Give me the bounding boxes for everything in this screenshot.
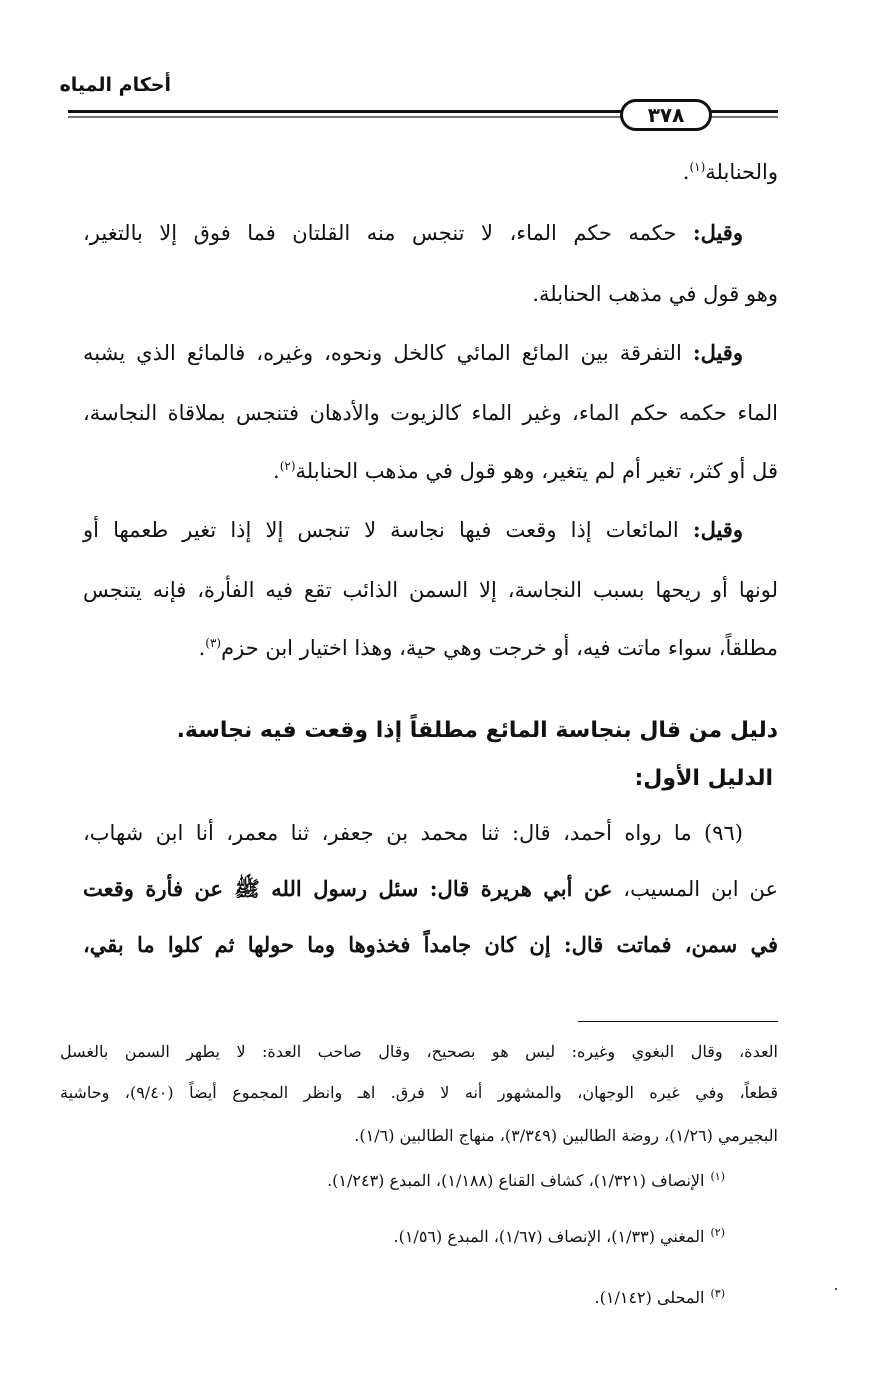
footnote-marker: (١) — [710, 1169, 725, 1183]
body-line — [83, 874, 778, 904]
text-run: التفرقة بين المائع المائي كالخل ونحوه، وغيره، فالمائع الذي يشبه — [83, 341, 693, 365]
subheading: الدليل الأول: — [634, 766, 773, 791]
body-line: لونها أو ريحها بسبب النجاسة، إلا السمن الذائب تقع فيه الفأرة، فإنه يتنجس — [83, 578, 778, 602]
footnote-ref[interactable]: (٣) — [205, 636, 222, 650]
text-run: عن ابن المسيب، — [612, 877, 778, 901]
paragraph-lead: وقيل: — [692, 220, 743, 245]
footnote-marker: (٢) — [710, 1225, 725, 1239]
body-line — [83, 157, 778, 187]
text-run: قل أو كثر، تغير أم لم يتغير، وهو قول في مذهب الحنابلة — [295, 459, 778, 483]
body-line: (٩٦) ما رواه أحمد، قال: ثنا محمد بن جعفر، ثنا معمر، أنا ابن شهاب، — [83, 821, 743, 845]
page-number: ٣٧٨ — [620, 99, 712, 131]
footnote-text: المغني (١/٣٣)، الإنصاف (١/٦٧)، المبدع (١/٥٦). — [393, 1227, 705, 1246]
body-line — [83, 338, 743, 368]
footnote-3 — [595, 1286, 725, 1310]
body-line — [83, 218, 743, 248]
body-line — [83, 633, 778, 663]
paragraph-lead: وقيل: — [692, 517, 743, 542]
body-line: وهو قول في مذهب الحنابلة. — [532, 282, 778, 306]
footnote-continuation-line: العدة، وقال البغوي وغيره: ليس هو بصحيح، وقال صاحب العدة: لا يطهر السمن بالغسل — [60, 1042, 778, 1061]
body-line: الماء حكمه حكم الماء، وغير الماء كالزيوت والأدهان فتنجس بملاقاة النجاسة، — [83, 401, 778, 425]
running-title: أحكام المياه — [59, 74, 171, 96]
hadith-text: عن أبي هريرة قال: سئل رسول الله ﷺ عن فأرة وقعت — [83, 876, 613, 901]
text-run: . — [682, 160, 690, 184]
text-run: والحنابلة — [705, 160, 778, 184]
text-run: مطلقاً، سواء ماتت فيه، أو خرجت وهي حية، وهذا اختيار ابن حزم — [221, 636, 778, 660]
footnote-separator — [578, 1021, 778, 1022]
footnote-continuation-line: قطعاً، وفي غيره الوجهان، والمشهور أنه لا فرق. اهـ وانظر المجموع أيضاً (٩/٤٠)، وحاشية — [60, 1083, 778, 1102]
text-run: المائعات إذا وقعت فيها نجاسة لا تنجس إلا إذا تغير طعمها أو — [83, 518, 693, 542]
text-run: . — [198, 636, 206, 660]
footnote-continuation-line: البجيرمي (١/٢٦)، روضة الطالبين (٣/٣٤٩)، منهاج الطالبين (١/٦). — [354, 1126, 778, 1145]
body-line — [83, 515, 743, 545]
scan-speck — [835, 1288, 837, 1290]
text-run: . — [273, 459, 280, 483]
footnote-text: المحلى (١/١٤٢). — [594, 1288, 705, 1307]
body-line — [83, 456, 778, 486]
footnote-2 — [394, 1225, 726, 1249]
footnote-ref[interactable]: (١) — [689, 160, 706, 174]
footnote-text: الإنصاف (١/٣٢١)، كشاف القناع (١/١٨٨)، المبدع (١/٢٤٣). — [327, 1171, 705, 1190]
section-heading: دليل من قال بنجاسة المائع مطلقاً إذا وقعت فيه نجاسة. — [176, 718, 778, 743]
paragraph-lead: وقيل: — [692, 340, 743, 365]
footnote-1 — [327, 1169, 725, 1193]
body-line: في سمن، فماتت قال: إن كان جامداً فخذوها وما حولها ثم كلوا ما بقي، — [83, 932, 778, 957]
footnote-marker: (٣) — [710, 1286, 725, 1300]
footnote-ref[interactable]: (٢) — [279, 459, 296, 473]
text-run: حكمه حكم الماء، لا تنجس منه القلتان فما فوق إلا بالتغير، — [83, 221, 693, 245]
